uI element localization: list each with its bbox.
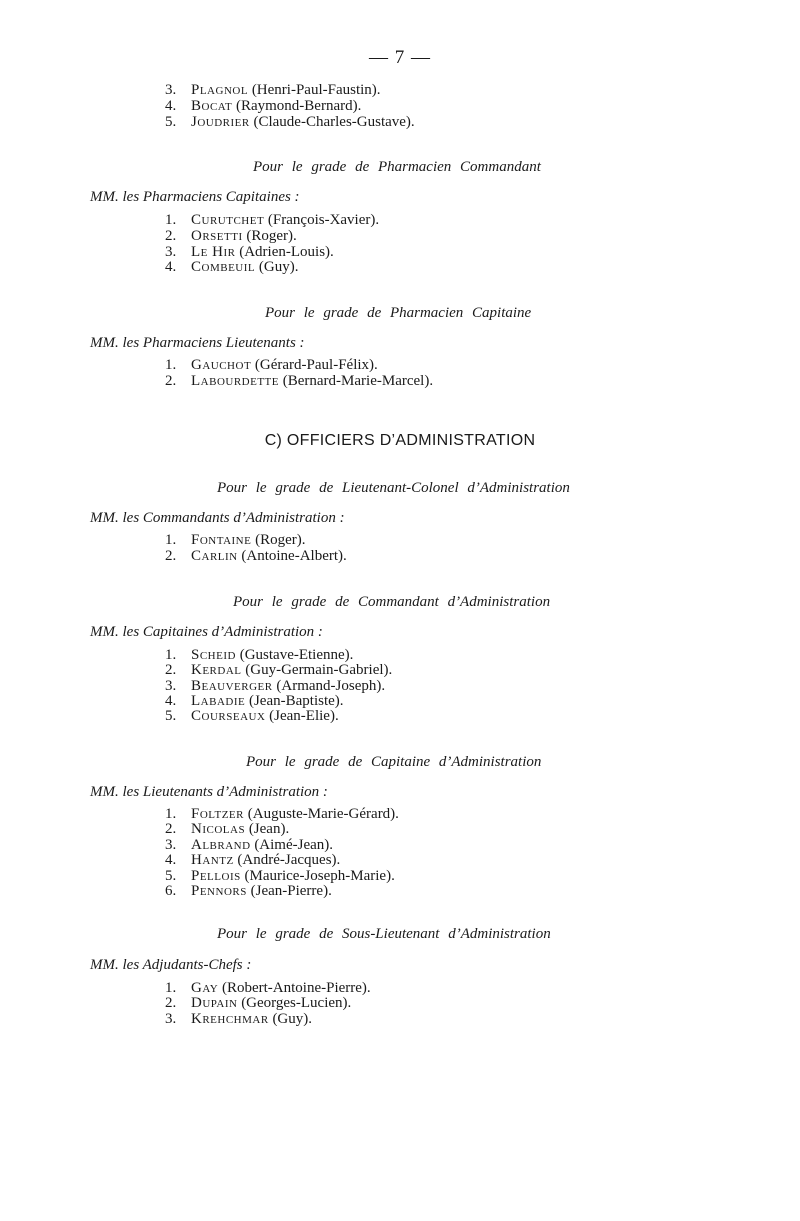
page-number: — 7 — <box>369 47 431 68</box>
list-item <box>165 372 433 390</box>
officer-surname: Nicolas <box>191 821 246 837</box>
officer-given-names: (Roger). <box>246 228 297 244</box>
officer-surname: Pennors <box>191 883 247 899</box>
officer-given-names: (Gustave-Etienne). <box>239 647 354 663</box>
grade-heading: Pour le grade de Pharmacien Commandant <box>253 159 541 175</box>
item-number: 1. <box>165 357 177 373</box>
officer-given-names: (Aimé-Jean). <box>254 837 334 853</box>
officer-given-names: (Maurice-Joseph-Marie). <box>244 868 395 884</box>
item-number: 6. <box>165 883 177 899</box>
item-number: 3. <box>165 82 177 98</box>
officer-surname: Foltzer <box>191 806 244 822</box>
officer-surname: Hantz <box>191 852 234 868</box>
officer-surname: Pellois <box>191 868 241 884</box>
list-item <box>165 882 332 900</box>
officer-surname: Fontaine <box>191 532 252 548</box>
officer-surname: Gauchot <box>191 357 252 373</box>
officer-given-names: (François-Xavier). <box>267 212 380 228</box>
officer-given-names: (Jean-Baptiste). <box>248 693 344 709</box>
officer-given-names: (Georges-Lucien). <box>241 995 352 1011</box>
item-number: 3. <box>165 1011 177 1027</box>
officer-surname: Albrand <box>191 837 251 853</box>
officer-surname: Courseaux <box>191 708 266 724</box>
officer-given-names: (Claude-Charles-Gustave). <box>253 114 415 130</box>
item-number: 5. <box>165 868 177 884</box>
recipients-heading: MM. les Commandants d’Administration : <box>90 510 345 526</box>
officer-surname: Carlin <box>191 548 238 564</box>
item-number: 1. <box>165 980 177 996</box>
officer-surname: Combeuil <box>191 259 256 275</box>
officer-given-names: (Antoine-Albert). <box>241 548 347 564</box>
recipients-heading: MM. les Adjudants-Chefs : <box>90 957 252 973</box>
officer-surname: Labourdette <box>191 373 279 389</box>
item-number: 4. <box>165 693 177 709</box>
list-item <box>165 707 339 725</box>
item-number: 1. <box>165 647 177 663</box>
item-number: 2. <box>165 821 177 837</box>
item-number: 4. <box>165 98 177 114</box>
officer-surname: Gay <box>191 980 219 996</box>
officer-given-names: (Gérard-Paul-Félix). <box>254 357 378 373</box>
item-number: 4. <box>165 259 177 275</box>
officer-given-names: (Guy). <box>272 1011 313 1027</box>
item-number: 1. <box>165 212 177 228</box>
officer-surname: Kerdal <box>191 662 242 678</box>
officer-surname: Le Hir <box>191 244 236 260</box>
recipients-heading: MM. les Lieutenants d’Administration : <box>90 784 328 800</box>
officer-surname: Plagnol <box>191 82 249 98</box>
officer-surname: Joudrier <box>191 114 250 130</box>
section-title: C) OFFICIERS D’ADMINISTRATION <box>264 432 536 449</box>
officer-surname: Dupain <box>191 995 238 1011</box>
recipients-heading: MM. les Pharmaciens Lieutenants : <box>90 335 305 351</box>
item-number: 2. <box>165 995 177 1011</box>
grade-heading: Pour le grade de Lieutenant-Colonel d’Administration <box>217 480 570 496</box>
officer-given-names: (Guy-Germain-Gabriel). <box>245 662 393 678</box>
officer-given-names: (Raymond-Bernard). <box>235 98 362 114</box>
officer-given-names: (Henri-Paul-Faustin). <box>251 82 381 98</box>
recipients-heading: MM. les Capitaines d’Administration : <box>90 624 323 640</box>
officer-given-names: (Bernard-Marie-Marcel). <box>282 373 434 389</box>
item-number: 1. <box>165 532 177 548</box>
item-number: 3. <box>165 837 177 853</box>
officer-surname: Orsetti <box>191 228 243 244</box>
officer-given-names: (André-Jacques). <box>237 852 341 868</box>
item-number: 2. <box>165 662 177 678</box>
officer-given-names: (Adrien-Louis). <box>239 244 334 260</box>
officer-given-names: (Robert-Antoine-Pierre). <box>221 980 371 996</box>
list-item <box>165 113 415 131</box>
grade-heading: Pour le grade de Sous-Lieutenant d’Administration <box>217 926 551 942</box>
item-number: 2. <box>165 373 177 389</box>
item-number: 3. <box>165 678 177 694</box>
officer-surname: Bocat <box>191 98 233 114</box>
officer-given-names: (Roger). <box>255 532 306 548</box>
officer-given-names: (Jean). <box>248 821 290 837</box>
item-number: 2. <box>165 548 177 564</box>
officer-given-names: (Armand-Joseph). <box>276 678 386 694</box>
officer-given-names: (Auguste-Marie-Gérard). <box>247 806 399 822</box>
officer-surname: Krehchmar <box>191 1011 269 1027</box>
grade-heading: Pour le grade de Pharmacien Capitaine <box>265 305 532 321</box>
list-item <box>165 258 298 276</box>
officer-surname: Curutchet <box>191 212 265 228</box>
list-item <box>165 547 347 565</box>
item-number: 3. <box>165 244 177 260</box>
list-item <box>165 1010 312 1028</box>
item-number: 5. <box>165 708 177 724</box>
officer-surname: Labadie <box>191 693 246 709</box>
item-number: 5. <box>165 114 177 130</box>
item-number: 1. <box>165 806 177 822</box>
grade-heading: Pour le grade de Capitaine d’Administration <box>246 754 542 770</box>
grade-heading: Pour le grade de Commandant d’Administration <box>233 594 551 610</box>
officer-given-names: (Guy). <box>258 259 299 275</box>
officer-surname: Beauverger <box>191 678 273 694</box>
item-number: 2. <box>165 228 177 244</box>
officer-surname: Scheid <box>191 647 236 663</box>
officer-given-names: (Jean-Pierre). <box>250 883 332 899</box>
officer-given-names: (Jean-Elie). <box>269 708 339 724</box>
item-number: 4. <box>165 852 177 868</box>
recipients-heading: MM. les Pharmaciens Capitaines : <box>90 189 300 205</box>
